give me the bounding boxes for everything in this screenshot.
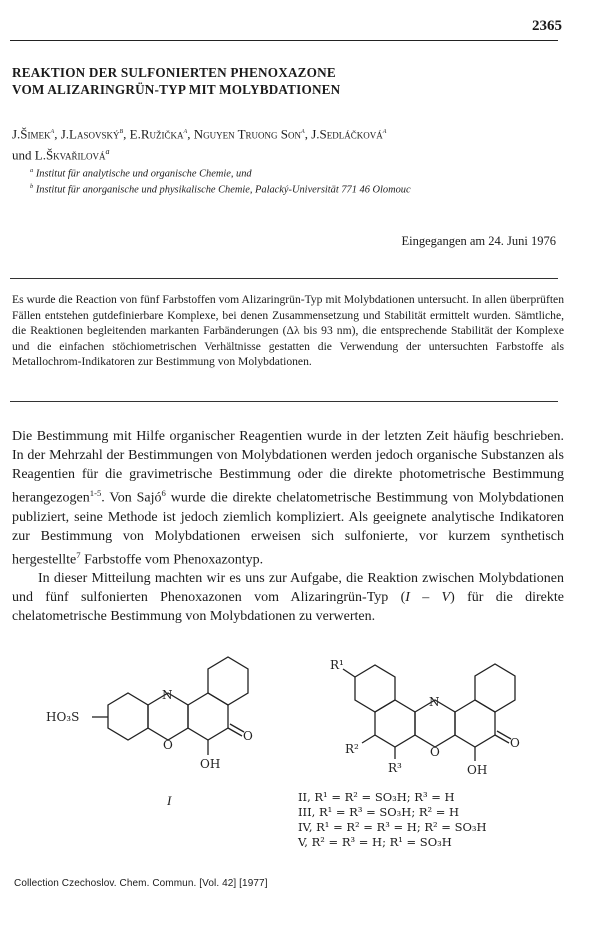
body-text (12, 427, 564, 626)
substituent-label: HO₃S (46, 710, 80, 724)
abstract: Es wurde die Reaction von fünf Farbstoffen vom Alizaringrün-Typ mit Molybdationen untersucht. In allen überprüften Fällen entstehen gutdefinierbare Komplexe, bei denen Zusammensetzung und Stabilität ermittelt wurden. Sämtliche, die Reaktionen begleitenden markanten Farbänderungen (Δλ bis 93 nm), die entsprechende Stabilität der Komplexe und die einfachen stöchiometrischen Verhältnisse gestatten die Verwendung der untersuchten Farbstoffe als Metallochrom-Indikatoren zur Bestimmung von Molybdationen. (12, 293, 564, 368)
ring-d (208, 657, 248, 705)
ring-b2 (375, 700, 415, 747)
paragraph-2 (12, 569, 564, 626)
citation: 7 (76, 549, 81, 560)
affiliation-mark: a (30, 167, 34, 174)
author-mark: b (119, 126, 124, 135)
author-name: J.Lasovský (60, 126, 120, 142)
page-number: 2365 (532, 18, 562, 34)
legend-line-III: III, R¹ = R³ = SO₃H; R² = H (298, 805, 460, 819)
author-name: J.Šimek (12, 126, 51, 142)
citation: 1-5 (89, 488, 102, 498)
title-line-2: VOM ALIZARINGRÜN-TYP MIT MOLYBDATIONEN (12, 82, 341, 97)
atom-O2: O (430, 745, 440, 759)
para1-text-d: Farbstoffe vom Phenoxazontyp. (80, 552, 264, 568)
atom-OH2: OH (467, 763, 488, 777)
title-line-1: REAKTION DER SULFONIERTEN PHENOXAZONE (12, 65, 336, 80)
atom-N2: N (429, 695, 440, 709)
affiliation-mark: b (30, 183, 34, 190)
para2-text-b: ) für die direkte chelatometrische Bestimmung von Molybdationen zu verwerten. (12, 590, 564, 625)
author-name: L.Škvařilová (34, 147, 106, 163)
ring-c2 (455, 700, 495, 747)
ring-d2 (475, 664, 515, 712)
atom-O: O (163, 738, 173, 752)
atom-R2: R² (345, 742, 359, 756)
atom-keto-O2: O (510, 736, 520, 750)
structure-II-V-drawing (343, 664, 515, 761)
header-rule (10, 40, 558, 41)
journal-footer: Collection Czechoslov. Chem. Commun. [Vol. 42] [1977] (14, 878, 268, 889)
affiliation-a (30, 164, 252, 181)
compound-range: I – V (405, 590, 451, 606)
atom-OH: OH (200, 757, 221, 771)
author-name: E.Ružička (129, 126, 184, 142)
article-title (12, 64, 340, 98)
legend-line-IV: IV, R¹ = R² = R³ = H; R² = SO₃H (298, 820, 487, 834)
author-name: J.Sedláčková (311, 126, 383, 142)
paragraph-1 (12, 427, 564, 569)
author-mark: a (50, 126, 55, 135)
para1-text-a: Die Bestimmung mit Hilfe organischer Reagentien wurde in der letzten Zeit häufig beschrieben. In der Mehrzahl der Bestimmungen von Molybdationen werden jedoch organische Substanzen als Reagentien für die gravimetrische Bestimmung oder die direkte photometrische Bestimmung herangezogen (12, 429, 564, 506)
abstract-bottom-rule (10, 401, 558, 402)
para2-text-a: In dieser Mitteilung machten wir es uns zur Aufgabe, die Reaktion zwischen Molybdationen und fünf sulfonierten Phenoxazonen vom Alizaringrün-Typ ( (12, 571, 564, 606)
citation: 6 (161, 488, 166, 498)
atom-R1: R¹ (330, 658, 344, 672)
author-mark: a (183, 126, 188, 135)
received-date: Eingegangen am 24. Juni 1976 (401, 234, 556, 248)
author-line-2 (12, 143, 572, 164)
affiliation-text: Institut für anorganische und physikalische Chemie, Palacký-Universität 771 46 Olomouc (35, 184, 411, 196)
para1-text-c: wurde die direkte chelatometrische Bestimmung von Molybdationen publiziert, seine Methode ist jedoch ziemlich kompliziert. Als geeignete analytische Indikatoren zur Bestimmung von Molybdationen erweisen sich sulfonierte, vor kurzem synthetisch hergestellte (12, 490, 565, 568)
atom-keto-O: O (243, 729, 253, 743)
author-line-1: J.Šimek$^a$, J.Lasovský$^b$, E.Ružička$^a$, Nguyen Truong Son$^a$, J.Sedláčková$^a$ (12, 126, 387, 142)
abstract-top-rule (10, 278, 558, 279)
ring-a2 (355, 665, 395, 712)
ring-c (188, 693, 228, 740)
ring-a (108, 693, 148, 740)
affiliation-b (30, 180, 411, 197)
author-list (12, 122, 572, 165)
para1-text-b: . Von Sajó (101, 490, 162, 506)
affiliation-text: Institut für analytische und organische Chemie, und (35, 168, 252, 180)
structure-I-label: I (167, 793, 172, 808)
author-name: Nguyen Truong Son (193, 126, 302, 142)
authors-connector: und (12, 147, 32, 163)
atom-R3: R³ (388, 761, 402, 775)
author-mark: a (301, 126, 305, 135)
author-mark: a (382, 126, 387, 135)
legend-line-V: V, R² = R³ = H; R¹ = SO₃H (298, 835, 452, 849)
atom-N: N (162, 688, 173, 702)
author-mark: a (105, 147, 110, 157)
legend-line-II: II, R¹ = R² = SO₃H; R³ = H (298, 790, 455, 804)
